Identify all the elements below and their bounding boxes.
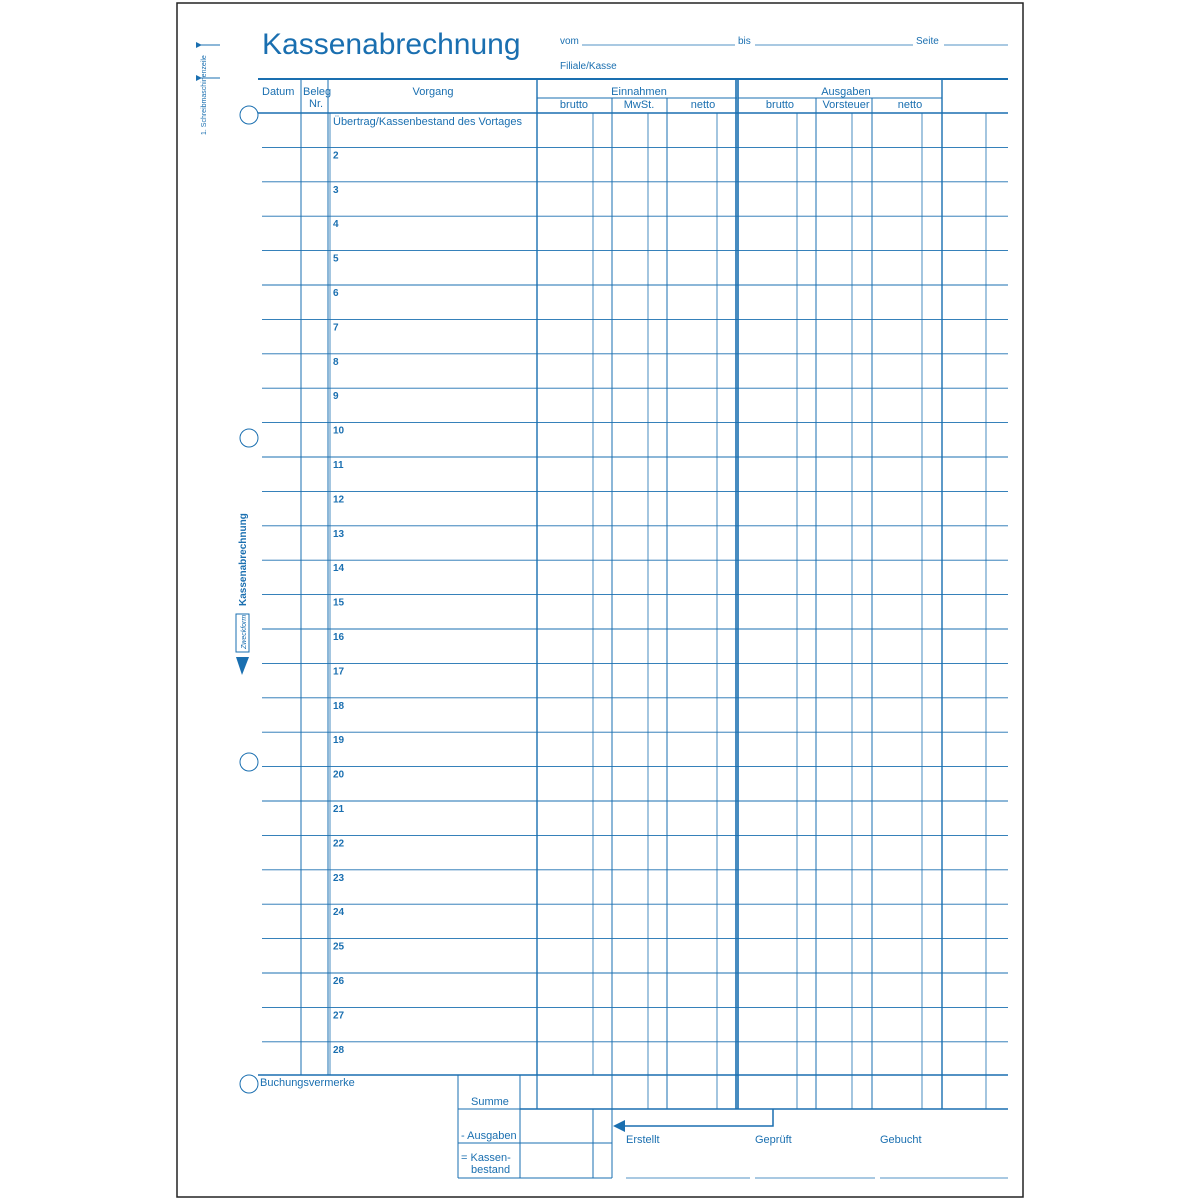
row-number: 21 <box>333 804 345 815</box>
ausgaben-label: - Ausgaben <box>461 1130 517 1142</box>
row-number: 26 <box>333 976 345 987</box>
row-number: 14 <box>333 563 345 575</box>
vom-label: vom <box>560 36 579 47</box>
col-beleg-nr: Nr. <box>309 98 324 110</box>
row-number: 4 <box>333 219 339 231</box>
row-number: 13 <box>333 528 345 540</box>
row-number: 10 <box>333 425 345 437</box>
col-ausgaben-netto: netto <box>897 99 923 111</box>
row-number: 28 <box>333 1044 345 1056</box>
kassenbestand-label-2: bestand <box>471 1164 511 1176</box>
row-number: 17 <box>333 666 345 678</box>
svg-text:Zweckform: Zweckform <box>241 614 248 649</box>
side-product-label: Kassenabrechnung <box>238 513 249 606</box>
row-number: 23 <box>333 872 345 884</box>
row-number: 25 <box>333 941 345 953</box>
buchungsvermerke-label: Buchungsvermerke <box>260 1077 355 1089</box>
row-number: 12 <box>333 494 345 506</box>
form-title: Kassenabrechnung <box>262 28 521 61</box>
col-einnahmen-mwst: MwSt. <box>623 99 655 111</box>
row-number: 8 <box>333 356 339 368</box>
row-number: 2 <box>333 150 339 162</box>
col-ausgaben-brutto: brutto <box>765 99 795 111</box>
filiale-label: Filiale/Kasse <box>560 61 617 72</box>
row-number: 9 <box>333 391 339 403</box>
row-number: 19 <box>333 735 345 747</box>
col-ausgaben-vorsteuer: Vorsteuer <box>822 99 870 111</box>
erstellt-label: Erstellt <box>626 1134 660 1146</box>
geprueft-label: Geprüft <box>755 1134 792 1146</box>
gebucht-label: Gebucht <box>880 1134 922 1146</box>
row-number: 18 <box>333 700 345 712</box>
row-number: 7 <box>333 322 339 334</box>
seite-label: Seite <box>916 36 939 47</box>
row-number: 16 <box>333 632 345 643</box>
bis-label: bis <box>738 36 751 47</box>
typewriter-line-label: 1. Schreibmaschinenzeile <box>201 55 208 135</box>
row-number: 20 <box>333 769 345 781</box>
col-einnahmen: Einnahmen <box>611 86 667 98</box>
summe-label: Summe <box>471 1096 509 1108</box>
col-vorgang: Vorgang <box>412 86 454 98</box>
col-beleg: Beleg <box>303 86 332 98</box>
kassenbestand-label-1: = Kassen- <box>461 1152 511 1164</box>
col-datum: Datum <box>262 86 295 98</box>
row-number: 3 <box>333 184 339 196</box>
col-ausgaben: Ausgaben <box>821 86 871 98</box>
first-row-label: Übertrag/Kassenbestand des Vortages <box>333 116 522 128</box>
row-number: 24 <box>333 907 345 919</box>
col-einnahmen-brutto: brutto <box>559 99 589 111</box>
row-number: 22 <box>333 838 345 850</box>
row-number: 27 <box>333 1010 345 1022</box>
col-einnahmen-netto: netto <box>690 99 716 111</box>
row-number: 5 <box>333 253 339 265</box>
row-number: 6 <box>333 288 339 299</box>
row-number: 15 <box>333 597 345 609</box>
row-number: 11 <box>333 460 344 471</box>
